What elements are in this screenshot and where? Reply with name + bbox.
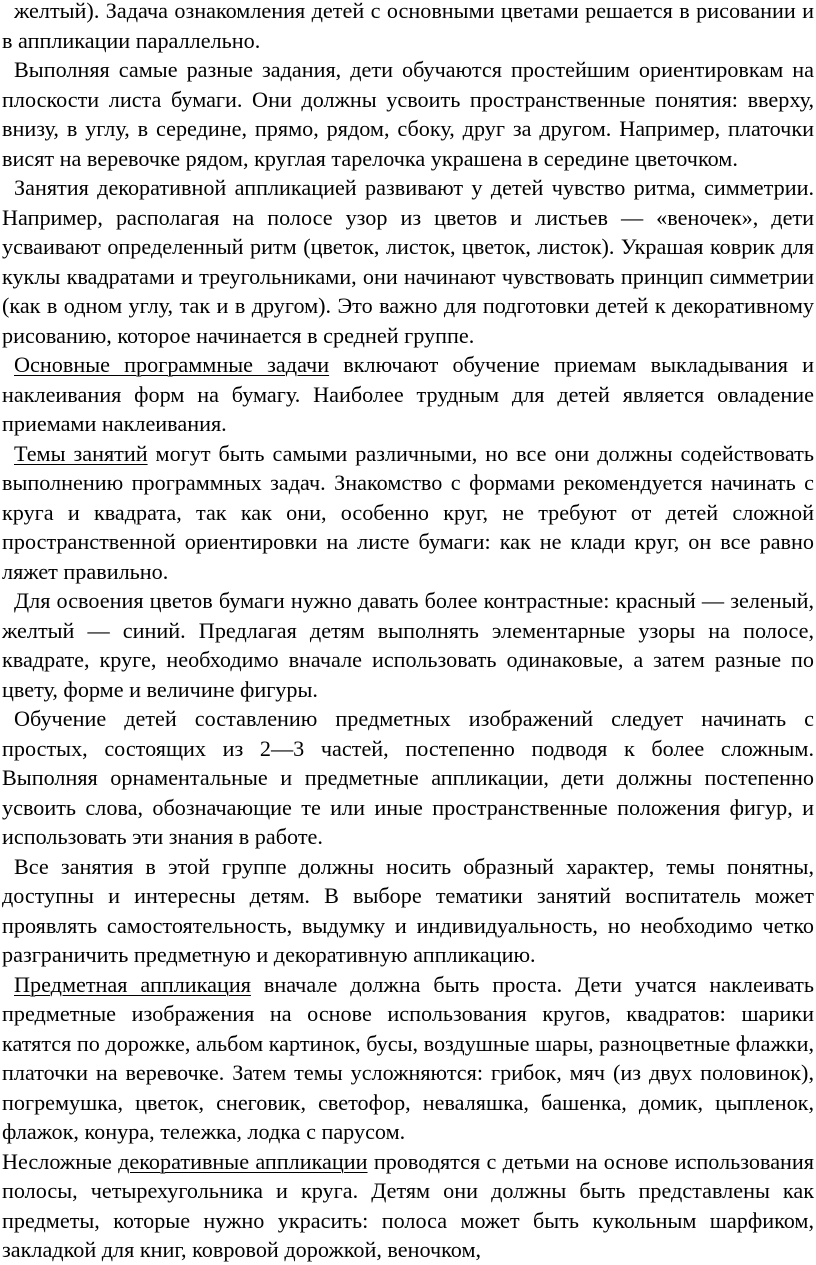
paragraph-6: [2, 586, 814, 704]
paragraph-10-prefix: Несложные: [2, 1148, 119, 1174]
paragraph-2-text: Выполняя самые разные задания, дети обучаются простейшим ориентировкам на плоскости листа бумаги. Они должны усвоить пространственные понятия: вверху, внизу, в углу, в середине, прямо, рядом, сбоку, друг за другом. Например, платочки висят на веревочке рядом, круглая тарелочка украшена в середине цветочком.: [2, 57, 814, 171]
paragraph-9-underlined-term: Предметная аппликация: [14, 971, 251, 997]
paragraph-4-text: включают обучение приемам выкладывания и наклеивания форм на бумагу. Наиболее трудным для детей является овладение приемами наклеивания.: [2, 352, 814, 436]
paragraph-7: [2, 704, 814, 852]
paragraph-1: [2, 0, 814, 55]
paragraph-4-underlined-term: Основные программные задачи: [14, 352, 330, 377]
paragraph-5: [2, 439, 814, 587]
paragraph-2: [2, 55, 814, 173]
paragraph-10-text: проводятся с детьми на основе использования полосы, четырехугольника и круга. Детям они должны быть представлены как предметы, которые нужно украсить: полоса может быть кукольным шарфиком, закладкой для книг, ковровой дорожкой, веночком,: [2, 1148, 815, 1262]
paragraph-4: [2, 350, 814, 439]
paragraph-5-text: могут быть самыми различными, но все они должны содействовать выполнению программных задач. Знакомство с формами рекомендуется начинать с круга и квадрата, так как они, особенно круг, не требуют от детей сложной пространственной ориентировки на листе бумаги: как не клади круг, он все равно ляжет правильно.: [2, 440, 815, 584]
document-page: [2, 0, 814, 1265]
paragraph-9: [2, 970, 814, 1147]
paragraph-9-text: вначале должна быть проста. Дети учатся наклеивать предметные изображения на основе использования кругов, квадратов: шарики катятся по дорожке, альбом картинок, бусы, воздушные шары, разноцветные флажки, платочки на веревочке. Затем темы усложняются: грибок, мяч (из двух половинок), погремушка, цветок, снеговик, светофор, неваляшка, башенка, домик, цыпленок, флажок, конура, тележка, лодка с парусом.: [2, 971, 814, 1144]
paragraph-3: [2, 173, 814, 350]
paragraph-7-text: Обучение детей составлению предметных изображений следует начинать с простых, состоящих из 2—3 частей, постепенно подводя к более сложным. Выполняя орнаментальные и предметные аппликации, дети должны постепенно усвоить слова, обозначающие те или иные пространственные положения фигур, и использовать эти знания в работе.: [2, 706, 814, 849]
paragraph-8: [2, 852, 814, 970]
paragraph-10-underlined-term: декоративные аппликации: [118, 1148, 368, 1174]
paragraph-8-text: Все занятия в этой группе должны носить образный характер, темы понятны, доступны и интересны детям. В выборе тематики занятий воспитатель может проявлять самостоятельность, выдумку и индивидуальность, но необходимо четко разграничить предметную и декоративную аппликацию.: [2, 853, 814, 967]
paragraph-6-text: Для освоения цветов бумаги нужно давать более контрастные: красный — зеленый, желтый — синий. Предлагая детям выполнять элементарные узоры на полосе, квадрате, круге, необходимо вначале использовать одинаковые, а затем разные по цвету, форме и величине фигуры.: [2, 588, 814, 702]
paragraph-5-underlined-term: Темы занятий: [14, 440, 148, 466]
paragraph-3-text: Занятия декоративной аппликацией развивают у детей чувство ритма, симметрии. Например, располагая на полосе узор из цветов и листьев — «веночек», дети усваивают определенный ритм (цветок, листок, цветок, листок). Украшая коврик для куклы квадратами и треугольниками, они начинают чувствовать принцип симметрии (как в одном углу, так и в другом). Это важно для подготовки детей к декоративному рисованию, которое начинается в средней группе.: [2, 175, 814, 348]
paragraph-1-text: желтый). Задача ознакомления детей с основными цветами решается в рисовании и в аппликации параллельно.: [2, 0, 814, 53]
